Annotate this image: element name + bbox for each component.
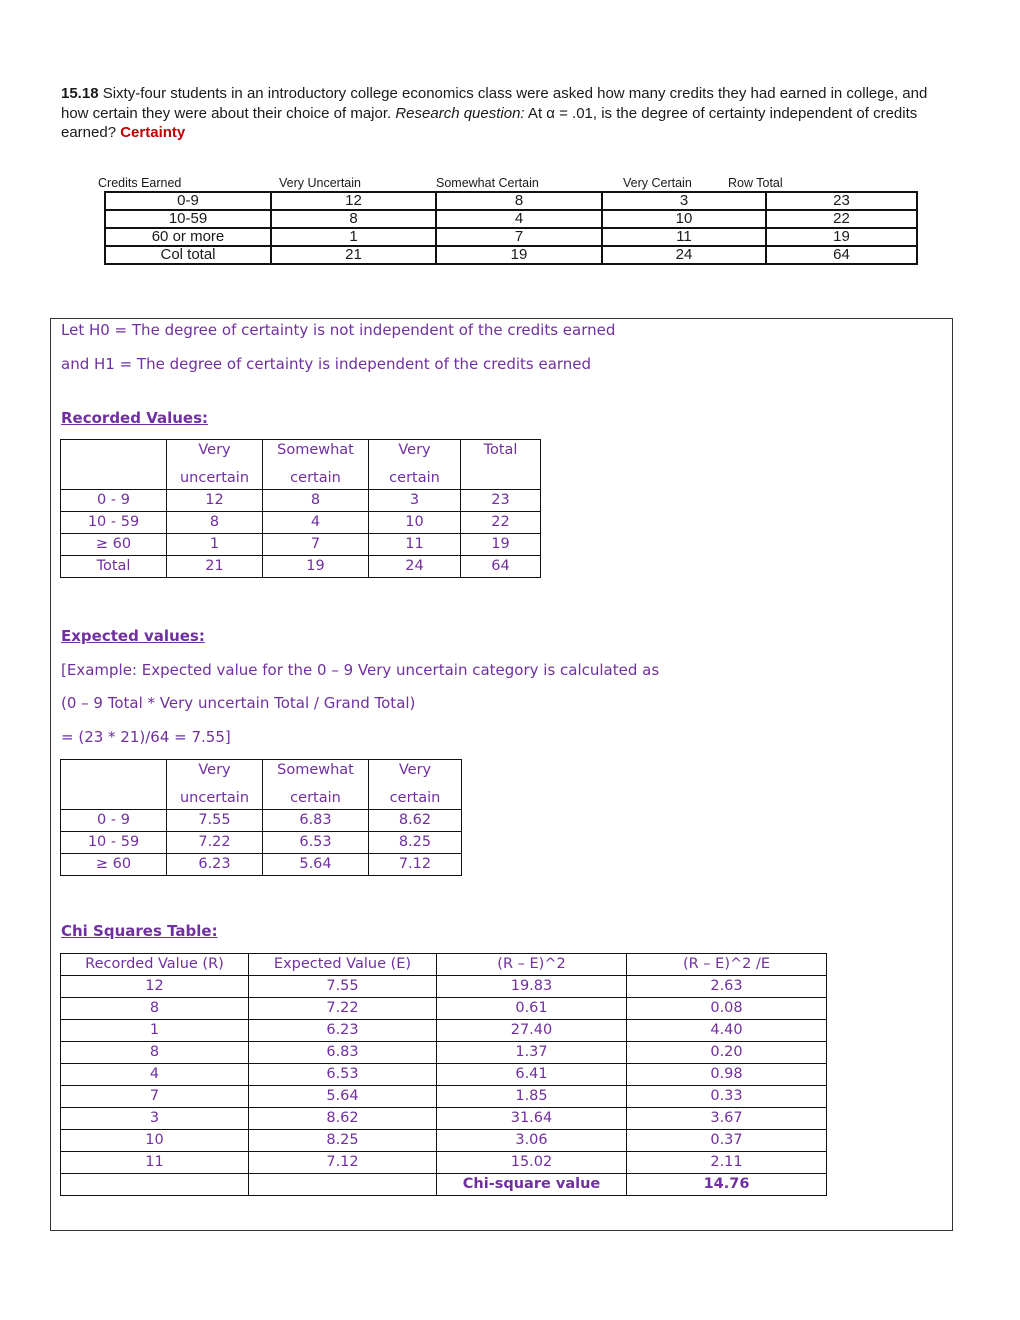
- table-cell: 19: [766, 228, 917, 246]
- table-row: [105, 228, 917, 246]
- table-cell: 3: [369, 490, 461, 512]
- table-cell: 7: [61, 1086, 249, 1108]
- table-cell: 23: [461, 490, 541, 512]
- table-cell: [61, 760, 167, 789]
- example-line-1: [Example: Expected value for the 0 – 9 Very uncertain category is calculated as: [61, 661, 660, 679]
- table-row: [61, 556, 541, 578]
- table-cell: 23: [766, 192, 917, 210]
- recorded-values-table: [60, 439, 541, 578]
- research-question-text: At α = .01, is the degree of certainty independent of credits earned?: [61, 104, 918, 141]
- chi-squares-heading: Chi Squares Table:: [61, 922, 218, 940]
- table-cell: 0.20: [627, 1042, 827, 1064]
- table-cell: Somewhat: [263, 760, 369, 789]
- chi-total-row: [61, 1174, 827, 1196]
- table-cell: certain: [263, 788, 369, 810]
- table-cell: 7: [436, 228, 602, 246]
- top-header-credits: Credits Earned: [98, 176, 182, 190]
- table-cell: ≥ 60: [61, 534, 167, 556]
- table-cell: 27.40: [437, 1020, 627, 1042]
- table-cell: uncertain: [167, 468, 263, 490]
- table-cell: 24: [602, 246, 766, 264]
- table-cell: 6.23: [167, 854, 263, 876]
- table-row: [61, 1108, 827, 1130]
- chi-square-value: 14.76: [627, 1174, 827, 1196]
- chi-squares-table: [60, 953, 827, 1196]
- table-cell: 11: [61, 1152, 249, 1174]
- table-header-row: [61, 468, 541, 490]
- table-cell: 6.53: [263, 832, 369, 854]
- table-cell: [61, 440, 167, 469]
- table-cell: 4: [61, 1064, 249, 1086]
- table-cell: 7.12: [249, 1152, 437, 1174]
- table-cell: 7.12: [369, 854, 462, 876]
- table-cell: 21: [271, 246, 436, 264]
- table-cell: certain: [369, 468, 461, 490]
- expected-values-table: [60, 759, 462, 876]
- table-cell: 12: [167, 490, 263, 512]
- table-cell: 10-59: [105, 210, 271, 228]
- table-cell: 7.22: [249, 998, 437, 1020]
- table-cell: 0.08: [627, 998, 827, 1020]
- table-cell: 7.55: [167, 810, 263, 832]
- table-cell: 8: [271, 210, 436, 228]
- recorded-values-heading: Recorded Values:: [61, 409, 209, 427]
- table-cell: ≥ 60: [61, 854, 167, 876]
- example-line-2: (0 – 9 Total * Very uncertain Total / Grand Total): [61, 694, 416, 712]
- table-cell: 8.62: [369, 810, 462, 832]
- problem-text: Sixty-four students in an introductory college economics class were asked how many credits they had earned in college, and how certain they were about their choice of major.: [61, 85, 928, 122]
- table-cell: 1: [271, 228, 436, 246]
- table-cell: 0.61: [437, 998, 627, 1020]
- table-header-row: [61, 788, 462, 810]
- table-cell: 64: [766, 246, 917, 264]
- table-row: [61, 832, 462, 854]
- table-row: [61, 998, 827, 1020]
- table-cell: certain: [263, 468, 369, 490]
- table-cell: [461, 468, 541, 490]
- example-line-3: = (23 * 21)/64 = 7.55]: [61, 728, 231, 746]
- table-cell: 1: [61, 1020, 249, 1042]
- table-cell: Very: [167, 440, 263, 469]
- table-cell: 19: [263, 556, 369, 578]
- table-cell: 60 or more: [105, 228, 271, 246]
- table-cell: 1.37: [437, 1042, 627, 1064]
- table-cell: 0 - 9: [61, 490, 167, 512]
- table-cell: 0 - 9: [61, 810, 167, 832]
- table-cell: [249, 1174, 437, 1196]
- table-cell: 3.06: [437, 1130, 627, 1152]
- table-row: [61, 1130, 827, 1152]
- table-cell: 6.53: [249, 1064, 437, 1086]
- top-header-very-certain: Very Certain: [623, 176, 692, 190]
- table-cell: Total: [461, 440, 541, 469]
- table-cell: 6.83: [263, 810, 369, 832]
- table-cell: 8: [61, 1042, 249, 1064]
- table-row: [105, 210, 917, 228]
- table-cell: 8.62: [249, 1108, 437, 1130]
- table-row: [61, 810, 462, 832]
- table-cell: 7.55: [249, 976, 437, 998]
- table-row: [61, 512, 541, 534]
- table-cell: 22: [766, 210, 917, 228]
- table-cell: [61, 1174, 249, 1196]
- table-cell: uncertain: [167, 788, 263, 810]
- table-cell: 10 - 59: [61, 832, 167, 854]
- table-row: [61, 1042, 827, 1064]
- table-cell: 21: [167, 556, 263, 578]
- table-cell: 4: [436, 210, 602, 228]
- table-row: [61, 1086, 827, 1108]
- table-cell: 31.64: [437, 1108, 627, 1130]
- table-cell: 19.83: [437, 976, 627, 998]
- table-cell: 64: [461, 556, 541, 578]
- hypothesis-h1: and H1 = The degree of certainty is independent of the credits earned: [61, 355, 592, 373]
- table-cell: 15.02: [437, 1152, 627, 1174]
- table-cell: 5.64: [263, 854, 369, 876]
- table-cell: 7.22: [167, 832, 263, 854]
- expected-values-heading: Expected values:: [61, 627, 205, 645]
- table-cell: 10: [602, 210, 766, 228]
- table-cell: 19: [436, 246, 602, 264]
- table-cell: 10: [61, 1130, 249, 1152]
- table-row: [105, 246, 917, 264]
- table-cell: 0-9: [105, 192, 271, 210]
- top-header-row-total: Row Total: [728, 176, 783, 190]
- table-header-row: [61, 954, 827, 976]
- problem-number: 15.18: [61, 85, 99, 102]
- top-header-somewhat-certain: Somewhat Certain: [436, 176, 539, 190]
- table-row: [61, 976, 827, 998]
- table-cell: (R – E)^2: [437, 954, 627, 976]
- table-cell: [61, 468, 167, 490]
- table-cell: Somewhat: [263, 440, 369, 469]
- table-cell: Col total: [105, 246, 271, 264]
- table-cell: 3.67: [627, 1108, 827, 1130]
- table-cell: 4: [263, 512, 369, 534]
- table-cell: 10 - 59: [61, 512, 167, 534]
- credits-certainty-table: [104, 191, 918, 265]
- table-cell: 8.25: [369, 832, 462, 854]
- table-cell: 6.83: [249, 1042, 437, 1064]
- table-cell: 6.41: [437, 1064, 627, 1086]
- table-cell: 8: [436, 192, 602, 210]
- table-header-row: [61, 760, 462, 789]
- table-cell: Very: [167, 760, 263, 789]
- table-row: [61, 490, 541, 512]
- table-cell: Expected Value (E): [249, 954, 437, 976]
- table-cell: 6.23: [249, 1020, 437, 1042]
- table-cell: certain: [369, 788, 462, 810]
- solution-box: [50, 318, 953, 1231]
- table-cell: 1: [167, 534, 263, 556]
- table-header-row: [61, 440, 541, 469]
- research-question-label: Research question:: [395, 104, 525, 122]
- table-cell: (R – E)^2 /E: [627, 954, 827, 976]
- table-cell: 0.37: [627, 1130, 827, 1152]
- table-cell: 11: [602, 228, 766, 246]
- hypothesis-h0: Let H0 = The degree of certainty is not independent of the credits earned: [61, 321, 616, 339]
- table-cell: 10: [369, 512, 461, 534]
- table-cell: 19: [461, 534, 541, 556]
- table-cell: Very: [369, 760, 462, 789]
- table-cell: 8: [263, 490, 369, 512]
- table-cell: 0.33: [627, 1086, 827, 1108]
- table-row: [61, 1020, 827, 1042]
- table-cell: 2.11: [627, 1152, 827, 1174]
- table-cell: Recorded Value (R): [61, 954, 249, 976]
- table-cell: 8.25: [249, 1130, 437, 1152]
- table-row: [61, 854, 462, 876]
- top-header-very-uncertain: Very Uncertain: [279, 176, 361, 190]
- table-row: [61, 534, 541, 556]
- table-cell: 4.40: [627, 1020, 827, 1042]
- table-cell: 12: [271, 192, 436, 210]
- table-cell: 5.64: [249, 1086, 437, 1108]
- table-cell: Total: [61, 556, 167, 578]
- table-row: [61, 1064, 827, 1086]
- table-row: [105, 192, 917, 210]
- table-cell: 8: [167, 512, 263, 534]
- table-cell: 3: [61, 1108, 249, 1130]
- table-cell: Very: [369, 440, 461, 469]
- table-cell: 22: [461, 512, 541, 534]
- problem-tag: Certainty: [120, 124, 186, 141]
- table-cell: 24: [369, 556, 461, 578]
- table-cell: 12: [61, 976, 249, 998]
- table-cell: 2.63: [627, 976, 827, 998]
- table-cell: 7: [263, 534, 369, 556]
- problem-statement: [61, 84, 956, 143]
- table-row: [61, 1152, 827, 1174]
- table-cell: [61, 788, 167, 810]
- table-cell: 1.85: [437, 1086, 627, 1108]
- table-cell: 8: [61, 998, 249, 1020]
- table-cell: 11: [369, 534, 461, 556]
- table-cell: 0.98: [627, 1064, 827, 1086]
- chi-square-label: Chi-square value: [437, 1174, 627, 1196]
- table-cell: 3: [602, 192, 766, 210]
